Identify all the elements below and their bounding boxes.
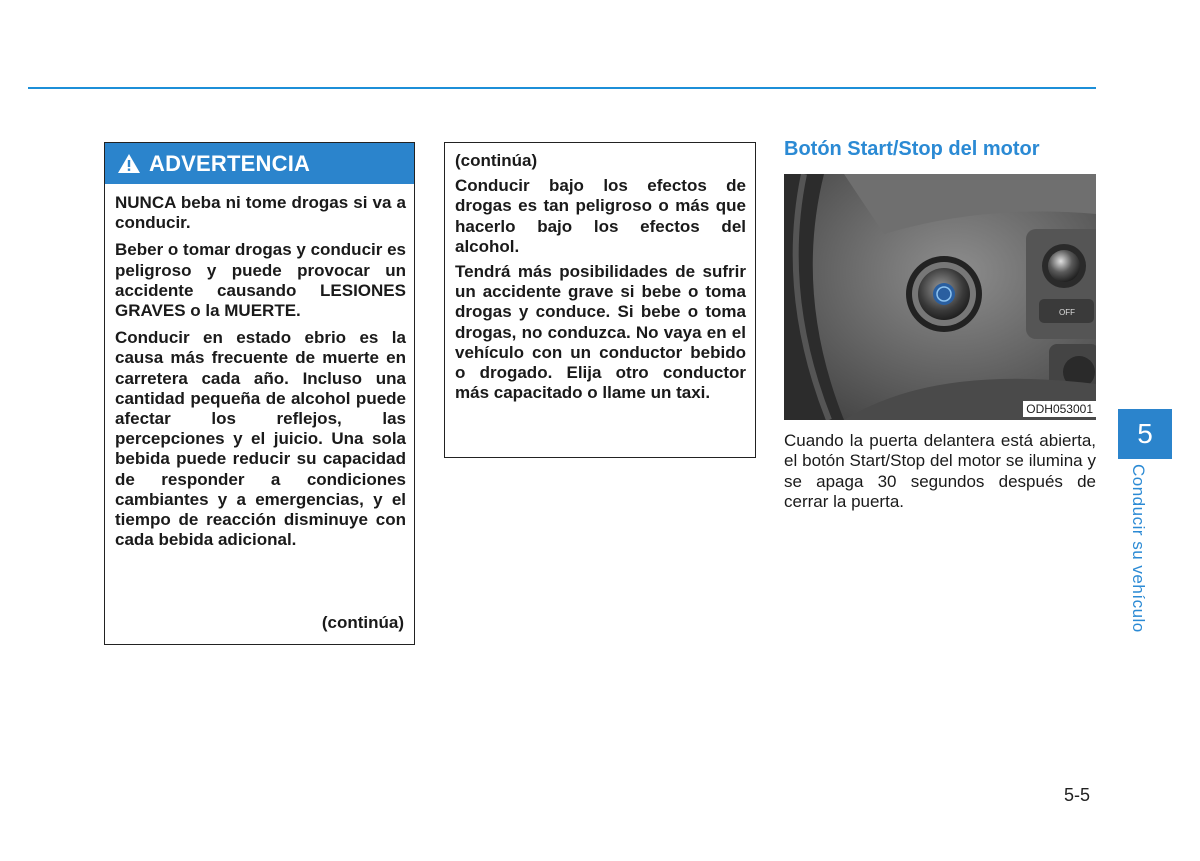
header-rule bbox=[28, 87, 1096, 89]
off-button-label: OFF bbox=[1059, 308, 1075, 317]
warning-title: ADVERTENCIA bbox=[149, 150, 311, 176]
continued-heading: (continúa) bbox=[455, 151, 538, 170]
warning-paragraph: Beber o tomar drogas y conducir es peligroso y puede provocar un accidente causando LESIONES GRAVES o la MUERTE. bbox=[115, 240, 406, 321]
continued-warning-box bbox=[444, 142, 756, 458]
figure-code: ODH053001 bbox=[1023, 401, 1096, 417]
warning-triangle-icon bbox=[117, 153, 141, 174]
warning-box bbox=[104, 142, 415, 645]
chapter-title: Conducir su vehículo bbox=[1129, 464, 1148, 633]
warning-text bbox=[115, 193, 406, 557]
start-stop-button-figure bbox=[784, 174, 1096, 420]
warning-header bbox=[105, 143, 414, 184]
continued-paragraph: Conducir bajo los efectos de drogas es tan peligroso o más que hacerlo bajo los efectos del alcohol. bbox=[455, 176, 746, 256]
warning-paragraph: Conducir en estado ebrio es la causa más frecuente de muerte en carretera cada año. Incluso una cantidad pequeña de alcohol puede afectar los reflejos, las percepciones y el juicio. Una sola bebida puede reducir su capacidad de responder a condiciones cambiantes y a emergencias, y el tiempo de reacción disminuye con cada bebida adicional. bbox=[115, 328, 406, 550]
continued-paragraph: Tendrá más posibilidades de sufrir un accidente grave si bebe o toma drogas y conduce. Si bebe o toma drogas, no conduzca. No vaya en el vehículo con un conductor bebido o drogado. Elija otro conductor más capacitado o llame un taxi. bbox=[455, 262, 746, 403]
warning-paragraph: NUNCA beba ni tome drogas si va a conducir. bbox=[115, 193, 406, 233]
section-title: Botón Start/Stop del motor bbox=[784, 138, 1040, 160]
dashboard-illustration bbox=[784, 174, 1096, 420]
section-body: Cuando la puerta delantera está abierta, el botón Start/Stop del motor se ilumina y se apaga 30 segundos después de cerrar la puerta. bbox=[784, 431, 1096, 512]
chapter-number-tab: 5 bbox=[1118, 409, 1172, 459]
page-number: 5-5 bbox=[1064, 785, 1091, 805]
continued-note: (continúa) bbox=[321, 613, 404, 632]
continued-text bbox=[455, 151, 746, 408]
